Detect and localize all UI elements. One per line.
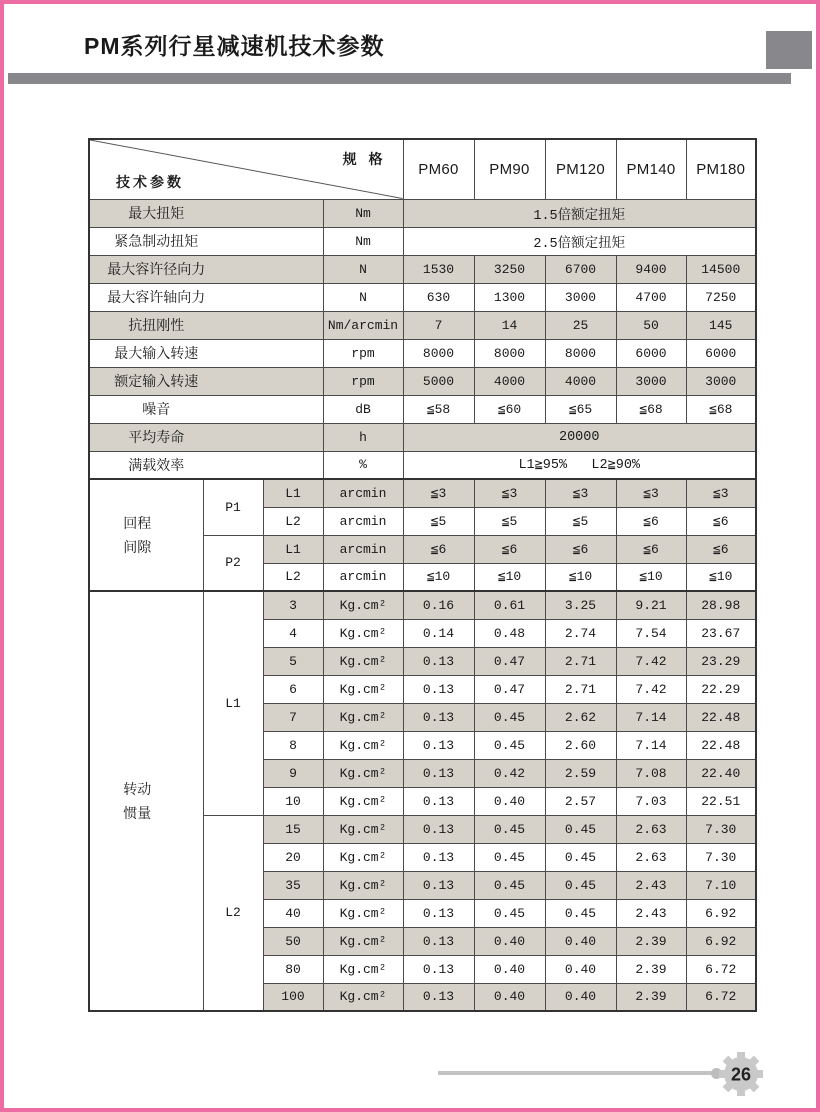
param-label: 满载效率 <box>89 451 323 479</box>
table-row <box>89 367 756 395</box>
value-cell: ≦3 <box>545 479 616 507</box>
grade-cell: L1 <box>203 591 263 815</box>
unit-cell: Kg.cm² <box>323 983 403 1011</box>
table-row <box>89 199 756 227</box>
value-cell: 0.40 <box>545 983 616 1011</box>
corner-bottom-label: 技术参数 <box>116 173 184 190</box>
table-row <box>89 339 756 367</box>
value-cell: 2.39 <box>616 955 686 983</box>
value-cell: 7250 <box>686 283 756 311</box>
ratio-cell: 35 <box>263 871 323 899</box>
title-underline-bar <box>8 73 791 84</box>
value-cell: ≦6 <box>403 535 474 563</box>
value-cell: 0.47 <box>474 675 545 703</box>
value-cell: 7.08 <box>616 759 686 787</box>
value-cell: ≦10 <box>545 563 616 591</box>
value-cell: 0.48 <box>474 619 545 647</box>
value-cell: 0.13 <box>403 647 474 675</box>
unit-cell: Nm <box>323 199 403 227</box>
value-cell: 0.45 <box>545 871 616 899</box>
backlash-section-label: 回程间隙 <box>89 479 203 591</box>
value-cell: ≦60 <box>474 395 545 423</box>
value-cell: 0.45 <box>474 731 545 759</box>
value-cell: 7.10 <box>686 871 756 899</box>
unit-cell: arcmin <box>323 535 403 563</box>
ratio-cell: 9 <box>263 759 323 787</box>
value-cell: 2.74 <box>545 619 616 647</box>
value-cell: 145 <box>686 311 756 339</box>
value-cell: 23.29 <box>686 647 756 675</box>
value-cell: 0.40 <box>474 983 545 1011</box>
value-cell: 23.67 <box>686 619 756 647</box>
value-cell: ≦3 <box>403 479 474 507</box>
value-cell: 2.60 <box>545 731 616 759</box>
table-row <box>89 255 756 283</box>
param-label: 抗扭刚性 <box>89 311 323 339</box>
unit-cell: dB <box>323 395 403 423</box>
param-label: 额定输入转速 <box>89 367 323 395</box>
span-value-cell: 2.5倍额定扭矩 <box>403 227 756 255</box>
grade-cell: P1 <box>203 479 263 535</box>
unit-cell: Kg.cm² <box>323 815 403 843</box>
table-row <box>89 423 756 451</box>
value-cell: 6.92 <box>686 927 756 955</box>
unit-cell: N <box>323 283 403 311</box>
level-cell: L2 <box>263 507 323 535</box>
value-cell: 0.42 <box>474 759 545 787</box>
value-cell: 0.13 <box>403 815 474 843</box>
value-cell: 0.13 <box>403 703 474 731</box>
table-row <box>89 283 756 311</box>
value-cell: 0.13 <box>403 731 474 759</box>
value-cell: ≦65 <box>545 395 616 423</box>
ratio-cell: 15 <box>263 815 323 843</box>
value-cell: 6.92 <box>686 899 756 927</box>
table-row <box>89 227 756 255</box>
unit-cell: Kg.cm² <box>323 675 403 703</box>
diagonal-header-cell <box>89 139 403 199</box>
value-cell: 0.45 <box>545 815 616 843</box>
value-cell: 2.63 <box>616 815 686 843</box>
unit-cell: Kg.cm² <box>323 955 403 983</box>
value-cell: 0.16 <box>403 591 474 619</box>
value-cell: 14 <box>474 311 545 339</box>
ratio-cell: 10 <box>263 787 323 815</box>
value-cell: 7.42 <box>616 647 686 675</box>
value-cell: 0.13 <box>403 927 474 955</box>
col-header-pm60: PM60 <box>403 139 474 199</box>
value-cell: 0.47 <box>474 647 545 675</box>
value-cell: 8000 <box>474 339 545 367</box>
unit-cell: Kg.cm² <box>323 927 403 955</box>
grade-cell: L2 <box>203 815 263 1011</box>
header-row <box>89 139 756 199</box>
unit-cell: arcmin <box>323 507 403 535</box>
ratio-cell: 100 <box>263 983 323 1011</box>
ratio-cell: 4 <box>263 619 323 647</box>
page-number-gear-icon <box>718 1051 764 1097</box>
unit-cell: Kg.cm² <box>323 871 403 899</box>
value-cell: 2.71 <box>545 647 616 675</box>
value-cell: 0.13 <box>403 983 474 1011</box>
value-cell: 0.40 <box>474 955 545 983</box>
level-cell: L2 <box>263 563 323 591</box>
value-cell: 4700 <box>616 283 686 311</box>
unit-cell: arcmin <box>323 563 403 591</box>
value-cell: 2.62 <box>545 703 616 731</box>
value-cell: 3250 <box>474 255 545 283</box>
unit-cell: Kg.cm² <box>323 703 403 731</box>
value-cell: ≦6 <box>686 507 756 535</box>
value-cell: ≦10 <box>474 563 545 591</box>
value-cell: ≦6 <box>545 535 616 563</box>
value-cell: 0.61 <box>474 591 545 619</box>
value-cell: 7.03 <box>616 787 686 815</box>
value-cell: 7.30 <box>686 843 756 871</box>
value-cell: 14500 <box>686 255 756 283</box>
value-cell: 3000 <box>686 367 756 395</box>
param-label: 噪音 <box>89 395 323 423</box>
value-cell: 2.43 <box>616 899 686 927</box>
value-cell: ≦5 <box>403 507 474 535</box>
value-cell: 0.45 <box>474 899 545 927</box>
unit-cell: N <box>323 255 403 283</box>
page-title: PM系列行星减速机技术参数 <box>84 33 385 59</box>
value-cell: 22.29 <box>686 675 756 703</box>
span-value-cell: L1≧95% L2≧90% <box>403 451 756 479</box>
value-cell: 7.14 <box>616 703 686 731</box>
param-label: 最大扭矩 <box>89 199 323 227</box>
span-value-cell: 1.5倍额定扭矩 <box>403 199 756 227</box>
value-cell: 0.45 <box>474 843 545 871</box>
value-cell: 1530 <box>403 255 474 283</box>
value-cell: 0.13 <box>403 675 474 703</box>
value-cell: 0.40 <box>545 927 616 955</box>
unit-cell: Nm <box>323 227 403 255</box>
value-cell: 2.57 <box>545 787 616 815</box>
value-cell: 7 <box>403 311 474 339</box>
value-cell: 2.43 <box>616 871 686 899</box>
value-cell: 3.25 <box>545 591 616 619</box>
value-cell: 2.63 <box>616 843 686 871</box>
param-label: 最大容许轴向力 <box>89 283 323 311</box>
ratio-cell: 80 <box>263 955 323 983</box>
table-row <box>89 451 756 479</box>
value-cell: 0.45 <box>545 899 616 927</box>
grade-cell: P2 <box>203 535 263 591</box>
value-cell: 28.98 <box>686 591 756 619</box>
ratio-cell: 3 <box>263 591 323 619</box>
value-cell: 0.45 <box>474 703 545 731</box>
unit-cell: Kg.cm² <box>323 787 403 815</box>
value-cell: 630 <box>403 283 474 311</box>
ratio-cell: 5 <box>263 647 323 675</box>
value-cell: 6700 <box>545 255 616 283</box>
unit-cell: Kg.cm² <box>323 731 403 759</box>
value-cell: 6000 <box>686 339 756 367</box>
unit-cell: Kg.cm² <box>323 647 403 675</box>
spec-table <box>88 138 757 1012</box>
value-cell: 2.39 <box>616 983 686 1011</box>
value-cell: 0.13 <box>403 871 474 899</box>
value-cell: 6.72 <box>686 983 756 1011</box>
ratio-cell: 40 <box>263 899 323 927</box>
value-cell: ≦6 <box>616 535 686 563</box>
span-value-cell: 20000 <box>403 423 756 451</box>
unit-cell: Kg.cm² <box>323 759 403 787</box>
value-cell: 1300 <box>474 283 545 311</box>
table-row <box>89 395 756 423</box>
value-cell: ≦6 <box>616 507 686 535</box>
value-cell: 0.14 <box>403 619 474 647</box>
page-number: 26 <box>730 1064 752 1085</box>
value-cell: ≦5 <box>474 507 545 535</box>
table-row <box>89 311 756 339</box>
value-cell: 2.59 <box>545 759 616 787</box>
value-cell: 6000 <box>616 339 686 367</box>
value-cell: 7.42 <box>616 675 686 703</box>
value-cell: ≦3 <box>616 479 686 507</box>
value-cell: 2.39 <box>616 927 686 955</box>
value-cell: ≦6 <box>474 535 545 563</box>
corner-top-label: 规 格 <box>342 151 387 167</box>
value-cell: 22.51 <box>686 787 756 815</box>
col-header-pm180: PM180 <box>686 139 756 199</box>
value-cell: 8000 <box>403 339 474 367</box>
param-label: 最大容许径向力 <box>89 255 323 283</box>
value-cell: 6.72 <box>686 955 756 983</box>
unit-cell: rpm <box>323 339 403 367</box>
param-label: 最大输入转速 <box>89 339 323 367</box>
ratio-cell: 8 <box>263 731 323 759</box>
level-cell: L1 <box>263 479 323 507</box>
value-cell: 50 <box>616 311 686 339</box>
value-cell: 3000 <box>545 283 616 311</box>
footer-line <box>438 1071 716 1075</box>
value-cell: 22.48 <box>686 731 756 759</box>
inertia-section-label: 转动惯量 <box>89 591 203 1011</box>
value-cell: ≦68 <box>616 395 686 423</box>
value-cell: 22.40 <box>686 759 756 787</box>
corner-gray-block <box>766 31 812 69</box>
value-cell: 9.21 <box>616 591 686 619</box>
value-cell: 0.40 <box>474 787 545 815</box>
ratio-cell: 7 <box>263 703 323 731</box>
level-cell: L1 <box>263 535 323 563</box>
value-cell: 0.40 <box>545 955 616 983</box>
col-header-pm140: PM140 <box>616 139 686 199</box>
value-cell: 0.13 <box>403 899 474 927</box>
value-cell: ≦68 <box>686 395 756 423</box>
value-cell: 0.13 <box>403 843 474 871</box>
value-cell: 0.13 <box>403 787 474 815</box>
value-cell: 0.40 <box>474 927 545 955</box>
value-cell: 4000 <box>474 367 545 395</box>
value-cell: ≦58 <box>403 395 474 423</box>
value-cell: 0.45 <box>545 843 616 871</box>
unit-cell: Kg.cm² <box>323 619 403 647</box>
value-cell: ≦3 <box>474 479 545 507</box>
value-cell: 3000 <box>616 367 686 395</box>
unit-cell: % <box>323 451 403 479</box>
unit-cell: arcmin <box>323 479 403 507</box>
value-cell: ≦6 <box>686 535 756 563</box>
value-cell: 8000 <box>545 339 616 367</box>
value-cell: 0.45 <box>474 871 545 899</box>
value-cell: ≦10 <box>686 563 756 591</box>
value-cell: 2.71 <box>545 675 616 703</box>
value-cell: 0.13 <box>403 759 474 787</box>
value-cell: 5000 <box>403 367 474 395</box>
value-cell: ≦3 <box>686 479 756 507</box>
value-cell: 22.48 <box>686 703 756 731</box>
unit-cell: Kg.cm² <box>323 899 403 927</box>
unit-cell: rpm <box>323 367 403 395</box>
ratio-cell: 6 <box>263 675 323 703</box>
ratio-cell: 50 <box>263 927 323 955</box>
unit-cell: Kg.cm² <box>323 591 403 619</box>
value-cell: 7.54 <box>616 619 686 647</box>
table-row <box>89 479 756 507</box>
value-cell: 0.45 <box>474 815 545 843</box>
value-cell: 9400 <box>616 255 686 283</box>
value-cell: 7.14 <box>616 731 686 759</box>
value-cell: 0.13 <box>403 955 474 983</box>
ratio-cell: 20 <box>263 843 323 871</box>
value-cell: ≦10 <box>616 563 686 591</box>
param-label: 平均寿命 <box>89 423 323 451</box>
param-label: 紧急制动扭矩 <box>89 227 323 255</box>
unit-cell: Nm/arcmin <box>323 311 403 339</box>
col-header-pm120: PM120 <box>545 139 616 199</box>
table-row <box>89 591 756 619</box>
value-cell: 7.30 <box>686 815 756 843</box>
value-cell: 4000 <box>545 367 616 395</box>
value-cell: ≦5 <box>545 507 616 535</box>
value-cell: 25 <box>545 311 616 339</box>
col-header-pm90: PM90 <box>474 139 545 199</box>
unit-cell: h <box>323 423 403 451</box>
value-cell: ≦10 <box>403 563 474 591</box>
unit-cell: Kg.cm² <box>323 843 403 871</box>
